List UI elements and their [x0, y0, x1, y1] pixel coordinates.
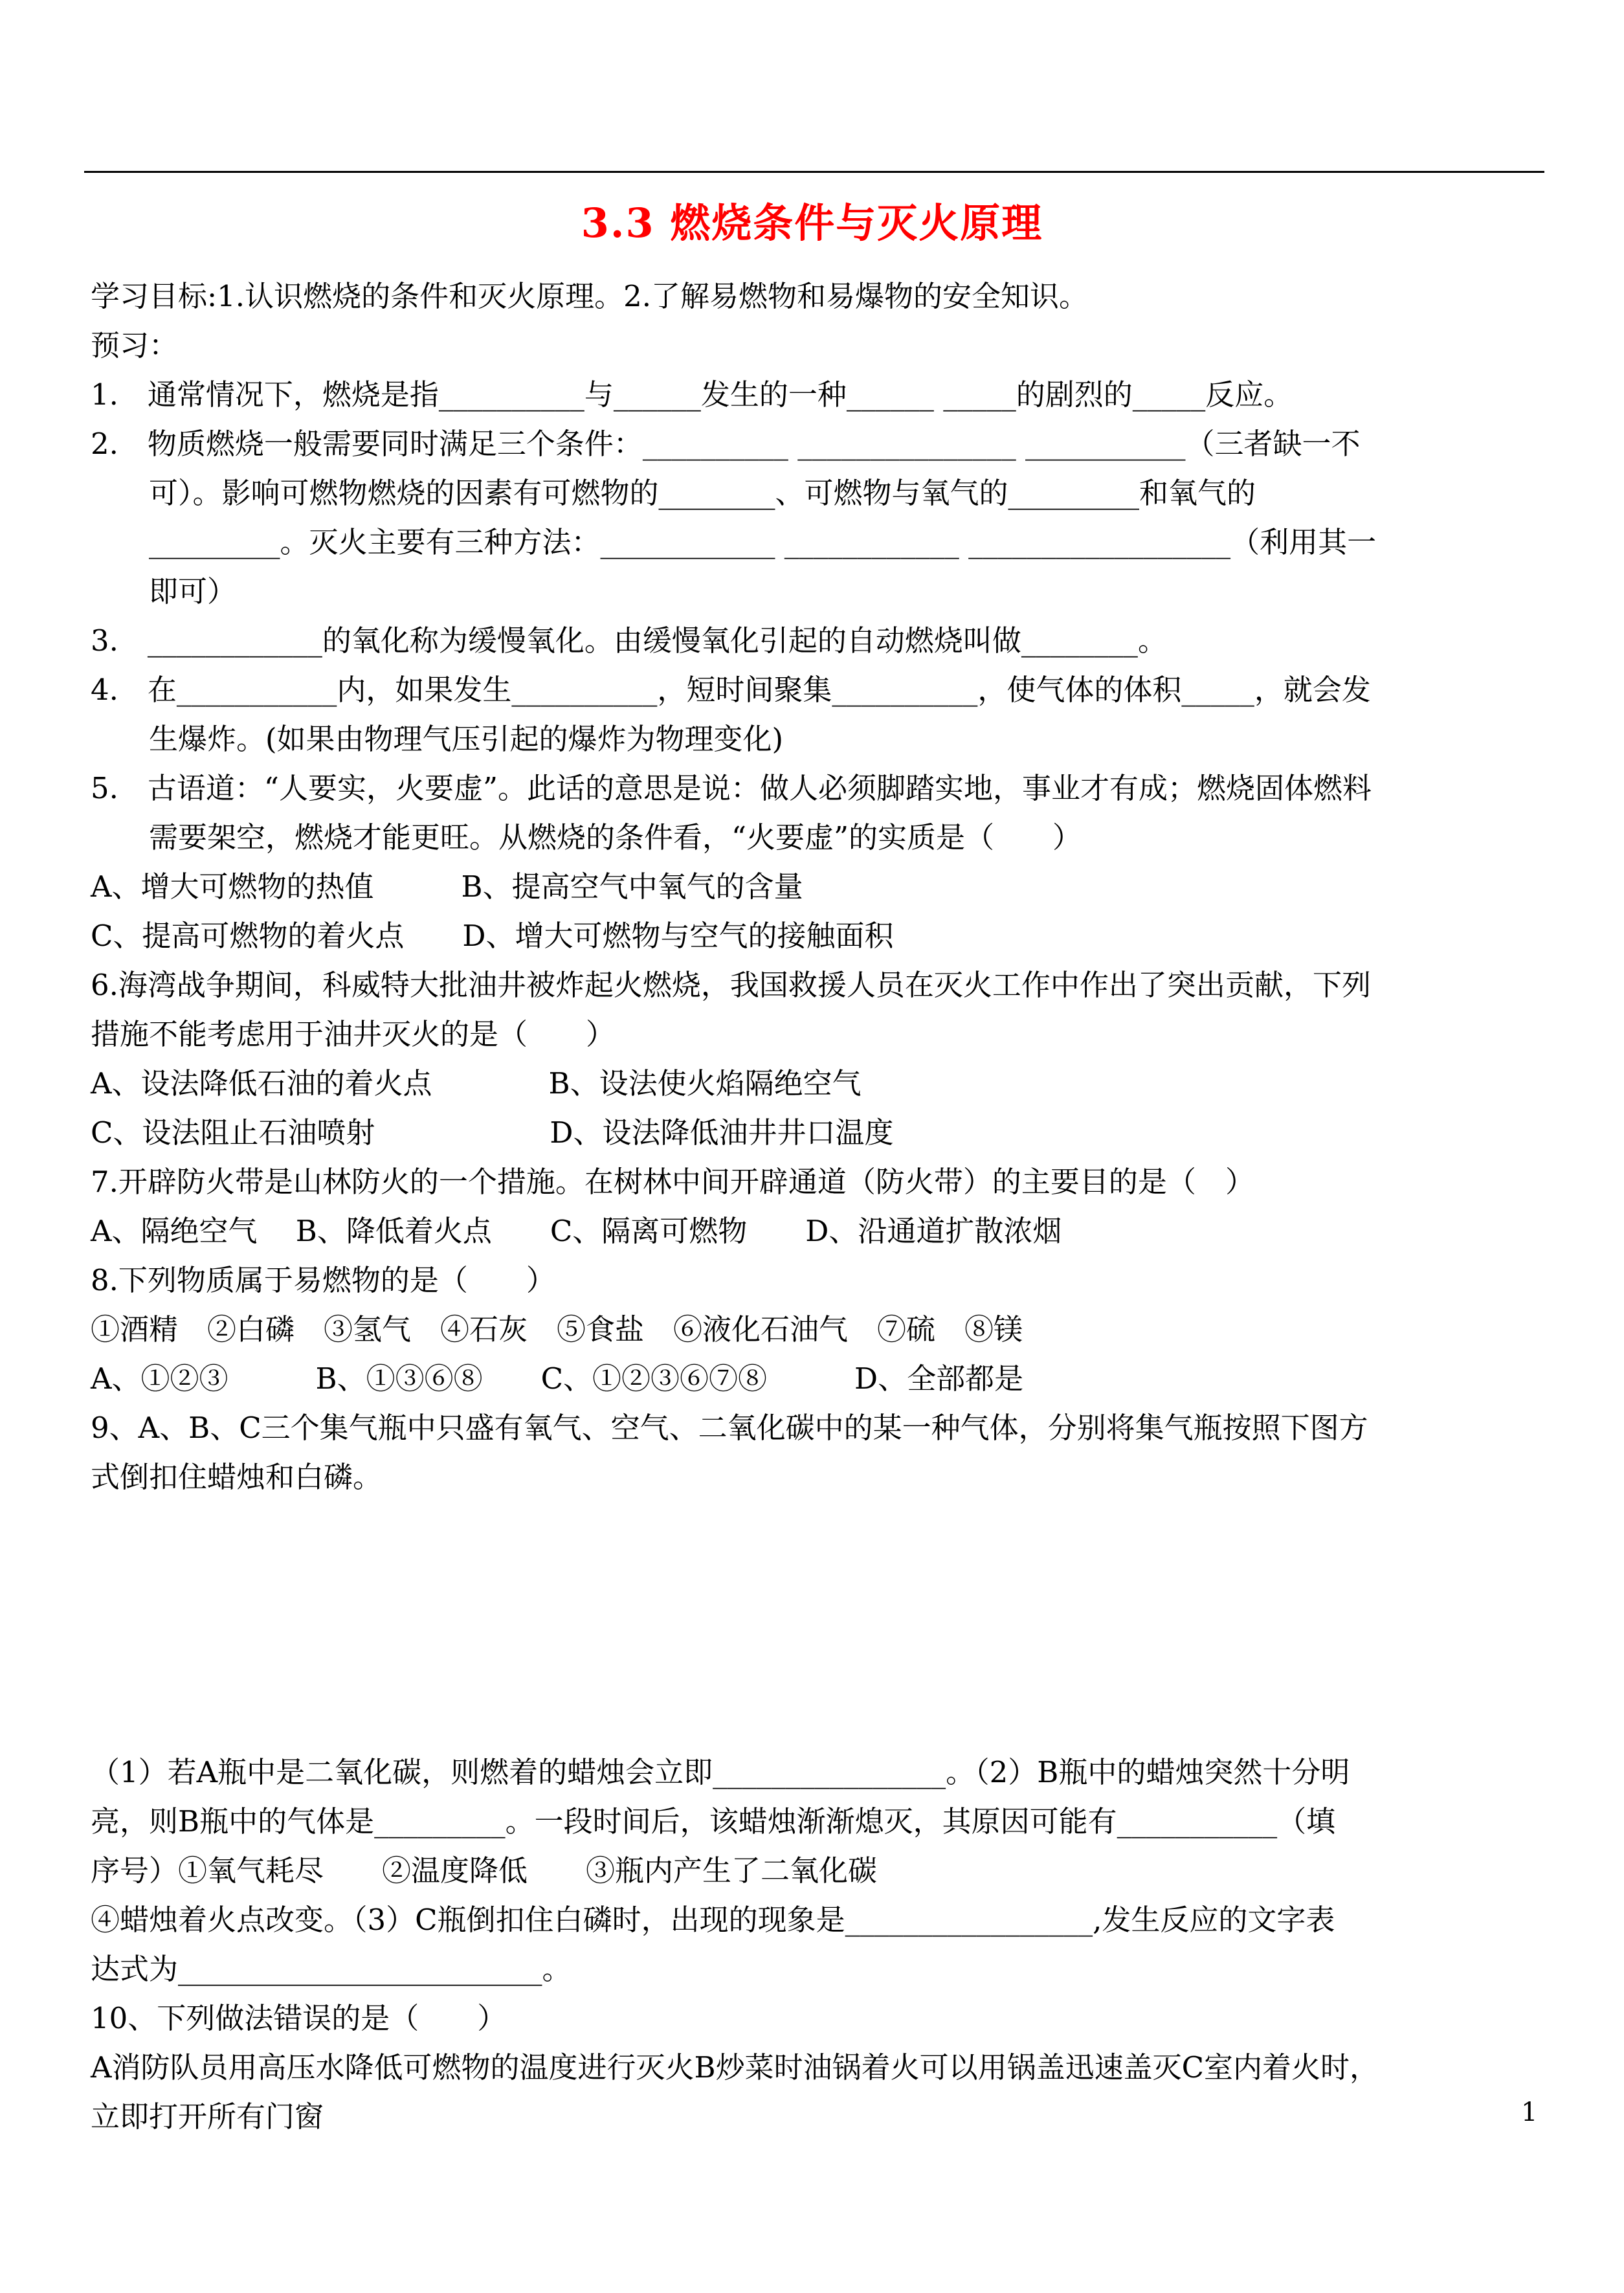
question-6-options-cd: C、设法阻止石油喷射 D、设法降低油井井口温度: [91, 1115, 894, 1150]
question-4: 4. 在___________内，如果发生__________，短时间聚集__________，使气体的体积_____，就会发: [91, 673, 1371, 707]
page-number: 1: [1521, 2097, 1538, 2127]
question-2-cont-2: _________。灭火主要有三种方法：____________ ____________ __________________（利用其一: [149, 525, 1377, 559]
question-5: 5. 古语道：“人要实，火要虚”。此话的意思是说：做人必须脚踏实地，事业才有成；燃烧固体燃料: [91, 771, 1372, 805]
question-7-options: A、隔绝空气 B、降低着火点 C、隔离可燃物 D、沿通道扩散浓烟: [91, 1214, 1062, 1248]
question-4-cont: 生爆炸。(如果由物理气压引起的爆炸为物理变化): [149, 722, 784, 756]
question-2-cont-1: 可）。影响可燃物燃烧的因素有可燃物的________、可燃物与氧气的_________和氧气的: [149, 476, 1256, 510]
question-3: 3. ____________的氧化称为缓慢氧化。由缓慢氧化引起的自动燃烧叫做________。: [91, 623, 1167, 658]
question-9-part-2: 亮，则B瓶中的气体是_________。一段时间后，该蜡烛渐渐熄灭，其原因可能有___________（填: [91, 1804, 1336, 1839]
question-9-part-1: （1）若A瓶中是二氧化碳，则燃着的蜡烛会立即________________。（2）B瓶中的蜡烛突然十分明: [91, 1755, 1350, 1789]
question-5-cont: 需要架空，燃烧才能更旺。从燃烧的条件看，“火要虚”的实质是（ ）: [149, 820, 1082, 855]
question-6: 6.海湾战争期间，科威特大批油井被炸起火燃烧，我国救援人员在灭火工作中作出了突出贡献，下列: [91, 968, 1371, 1002]
question-5-options-ab: A、增大可燃物的热值 B、提高空气中氧气的含量: [91, 869, 803, 904]
question-8: 8.下列物质属于易燃物的是（ ）: [91, 1263, 555, 1297]
preview-heading: 预习：: [91, 328, 179, 363]
question-10-options: A消防队员用高压水降低可燃物的温度进行灭火B炒菜时油锅着火可以用锅盖迅速盖灭C室内着火时，: [91, 2050, 1379, 2085]
learning-objectives: 学习目标:1.认识燃烧的条件和灭火原理。2.了解易燃物和易爆物的安全知识。: [91, 279, 1089, 313]
figure-space: [91, 1502, 1547, 1748]
worksheet-body: [91, 272, 1547, 2142]
question-9-part-3-cont: 达式为_________________________。: [91, 1952, 572, 1986]
question-6-options-ab: A、设法降低石油的着火点 B、设法使火焰隔绝空气: [91, 1066, 862, 1101]
question-8-substances: ①酒精 ②白磷 ③氢气 ④石灰 ⑤食盐 ⑥液化石油气 ⑦硫 ⑧镁: [91, 1312, 1023, 1347]
page-title: 3.3 燃烧条件与灭火原理: [581, 199, 1043, 247]
question-2: 2. 物质燃烧一般需要同时满足三个条件：__________ _______________ ___________（三者缺一不: [91, 427, 1361, 461]
header-rule: [84, 171, 1544, 173]
question-10: 10、下列做法错误的是（ ）: [91, 2001, 507, 2035]
question-9-part-3: ④蜡烛着火点改变。（3）C瓶倒扣住白磷时，出现的现象是_________________,发生反应的文字表: [91, 1903, 1335, 1937]
question-1: 1. 通常情况下，燃烧是指__________与______发生的一种______ _____的剧烈的_____反应。: [91, 377, 1293, 412]
question-6-cont: 措施不能考虑用于油井灭火的是（ ）: [91, 1017, 616, 1051]
question-9-part-2-options: 序号）①氧气耗尽 ②温度降低 ③瓶内产生了二氧化碳: [91, 1853, 878, 1888]
question-7: 7.开辟防火带是山林防火的一个措施。在树林中间开辟通道（防火带）的主要目的是（ ）: [91, 1165, 1254, 1199]
question-5-options-cd: C、提高可燃物的着火点 D、增大可燃物与空气的接触面积: [91, 919, 894, 953]
question-2-cont-3: 即可）: [149, 574, 237, 609]
question-9-cont: 式倒扣住蜡烛和白磷。: [91, 1460, 383, 1494]
question-9: 9、A、B、C三个集气瓶中只盛有氧气、空气、二氧化碳中的某一种气体，分别将集气瓶按照下图方: [91, 1411, 1368, 1445]
question-10-options-cont: 立即打开所有门窗: [91, 2099, 324, 2134]
question-8-options: A、①②③ B、①③⑥⑧ C、①②③⑥⑦⑧ D、全部都是: [91, 1361, 1024, 1396]
